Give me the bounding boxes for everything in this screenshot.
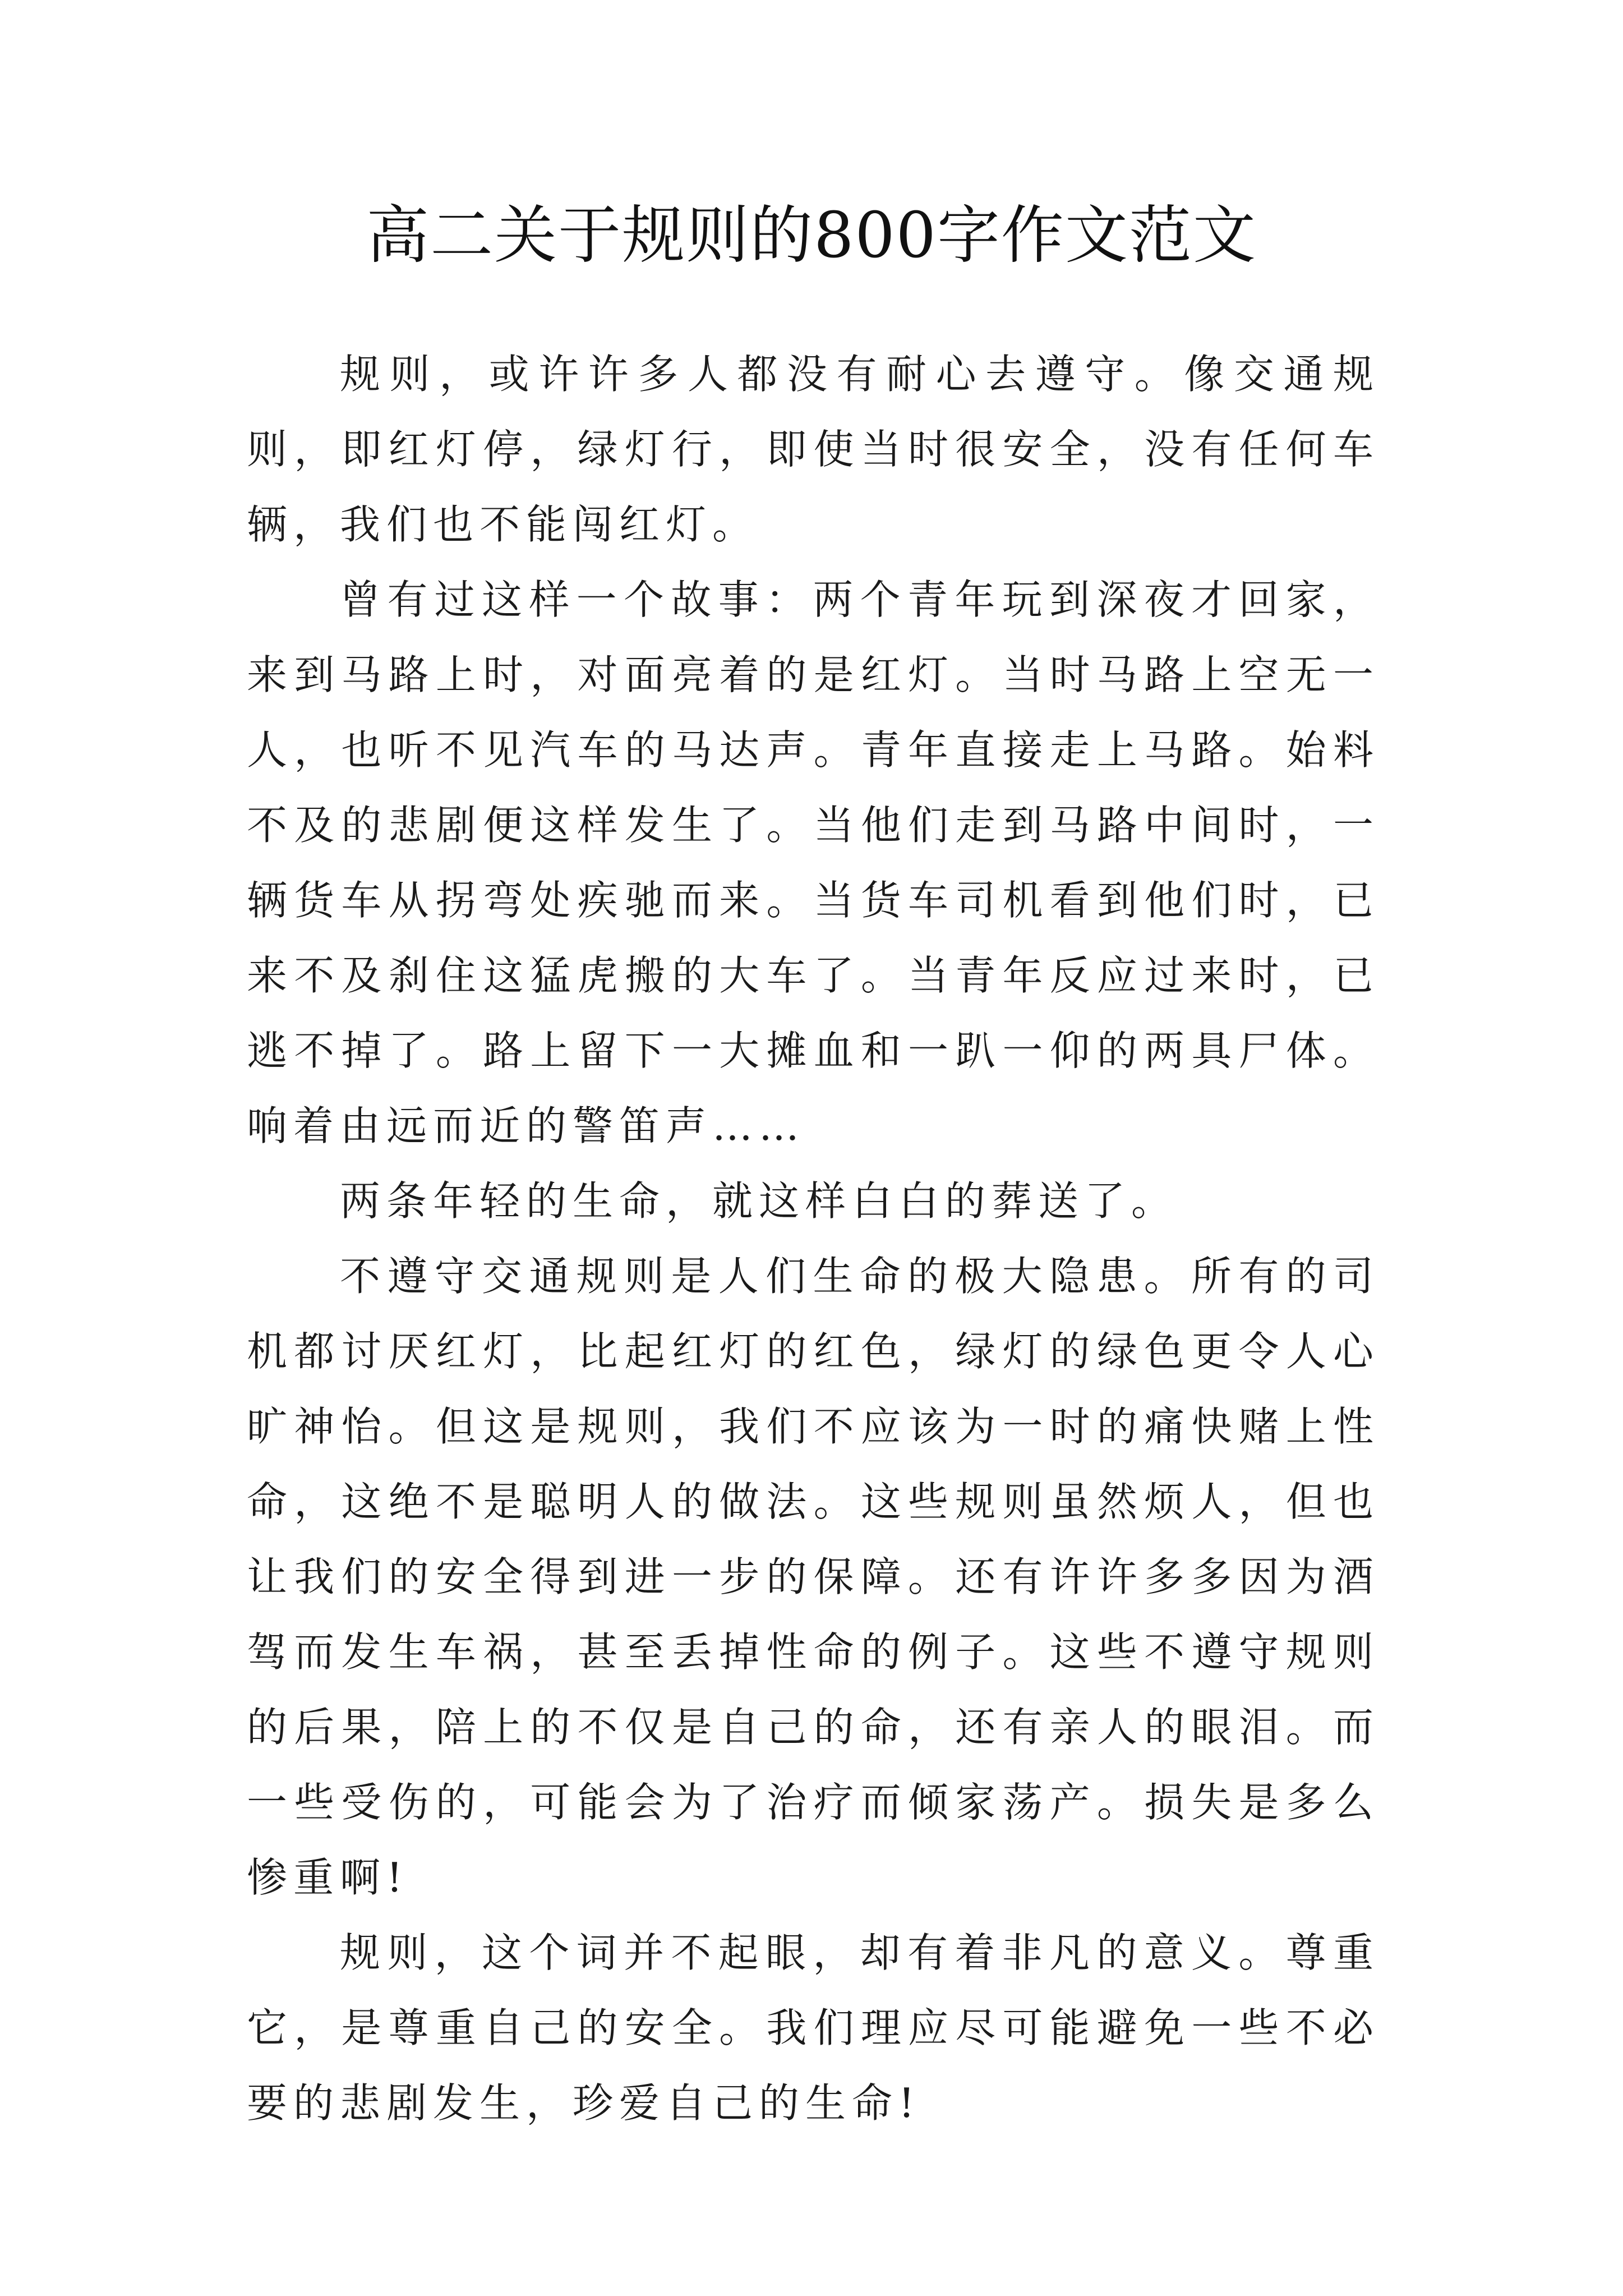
paragraph-4: 不遵守交通规则是人们生命的极大隐患。所有的司机都讨厌红灯，比起红灯的红色，绿灯的绿色更令人心旷神怡。但这是规则，我们不应该为一时的痛快赌上性命，这绝不是聪明人的做法。这些规则虽然烦人，但也让我们的安全得到进一步的保障。还有许许多多因为酒驾而发生车祸，甚至丢掉性命的例子。这些不遵守规则的后果，陪上的不仅是自己的命，还有亲人的眼泪。而一些受伤的，可能会为了治疗而倾家荡产。损失是多么惨重啊! [247,1253,1380,1901]
paragraph-3: 两条年轻的生命，就这样白白的葬送了。 [340,1177,1178,1225]
paragraph-2: 曾有过这样一个故事：两个青年玩到深夜才回家，来到马路上时，对面亮着的是红灯。当时马路上空无一人，也听不见汽车的马达声。青年直接走上马路。始料不及的悲剧便这样发生了。当他们走到马路中间时，一辆货车从拐弯处疾驰而来。当货车司机看到他们时，已来不及刹住这猛虎搬的大车了。当青年反应过来时，已逃不掉了。路上留下一大摊血和一趴一仰的两具尸体。响着由远而近的警笛声…… [247,576,1380,1149]
document-body [247,337,1380,2141]
paragraph-5: 规则，这个词并不起眼，却有着非凡的意义。尊重它，是尊重自己的安全。我们理应尽可能避免一些不必要的悲剧发生，珍爱自己的生命! [247,1929,1380,2127]
paragraph-1: 规则，或许许多人都没有耐心去遵守。像交通规则，即红灯停，绿灯行，即使当时很安全，没有任何车辆，我们也不能闯红灯。 [247,351,1380,548]
document-title: 高二关于规则的800字作文范文 [366,199,1257,272]
